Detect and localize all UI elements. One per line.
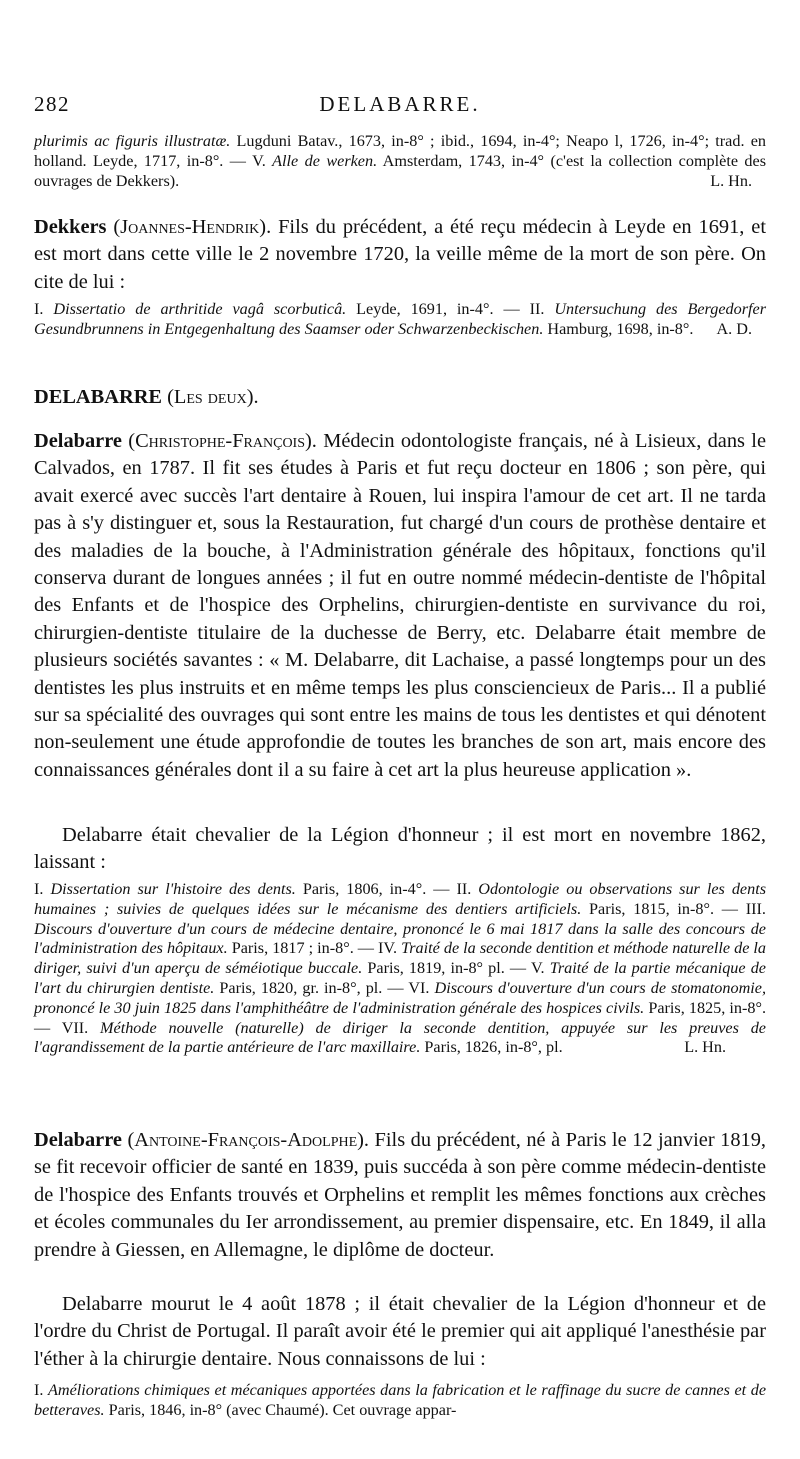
bib-title: Alle de werken. <box>272 151 378 170</box>
entry-antoine-francois-adolphe <box>34 1127 766 1264</box>
entry-forenames: (Christophe-François). <box>121 430 317 452</box>
entry-headword: Delabarre <box>34 430 122 452</box>
entry-text: Médecin odontologiste français, né à Lisieux, dans le Calvados, en 1787. Il fit ses études à Paris et fut reçu docteur en 1806 ; son père, qui avait exercé avec succès l'art dentaire à Rouen, lui inspira l'amour de cet art. Il ne tarda pas à s'y distinguer et, sous la Restauration, fut chargé d'un cours de prothèse dentaire et des maladies de la bouche, à l'Administration générale des hôpitaux, fonctions qu'il conserva durant de longues années ; il fut en outre nommé médecin-dentiste de l'hôpital des Enfants et de l'hospice des Orphelins, chirurgien-dentiste en survivance du roi, chirurgien-dentiste titulaire de la duchesse de Berry, etc. Delabarre était membre de plusieurs sociétés savantes : « M. Delabarre, dit Lachaise, a passé longtemps pour un des dentistes les plus instruits et en même temps les plus consciencieux de Paris... Il a publié sur sa spécialité des ouvrages qui sont entre les mains de tous les dentistes et qui dénotent non-seulement une étude approfondie de toutes les branches de son art, mais encore des connaissances générales dont il a su faire à cet art la plus heureuse application ». <box>34 430 767 781</box>
entry-forenames: (Les deux). <box>162 386 259 408</box>
page-number: 282 <box>34 92 70 116</box>
dekkers-works: I. Dissertatio de arthritide vagâ scorbuticâ. Leyde, 1691, in-4°. — II. Untersuchung des Bergedorfer Gesundbrunnens in Entgegenhaltung des Saamser oder Schwarzenbeckischen. Hamburg, 1698, in-8°. A. D. <box>34 300 766 338</box>
running-title: DELABARRE. <box>319 92 481 116</box>
work-title: Traité de la partie mécanique de l'art du chirurgien dentiste. <box>34 959 766 997</box>
christophe-francois-works: I. Dissertation sur l'histoire des dents. Paris, 1806, in-4°. — II. Odontologie ou observations sur les dents humaines ; suivies de quelques idées sur le mécanisme des dentiers artificiels. Paris, 1815, in-8°. — III. Discours d'ouverture d'un cours de médecine dentaire, prononcé le 6 mai 1817 dans la salle des concours de l'administration des hôpitaux. Paris, 1817 ; in-8°. — IV. Traité de la seconde dentition et méthode naturelle de la diriger, suivi d'un aperçu de séméiotique buccale. Paris, 1819, in-8° pl. — V. Traité de la partie mécanique de l'art du chirurgien dentiste. Paris, 1820, gr. in-8°, pl. — VI. Discours d'ouverture d'un cours de stomatonomie, prononcé le 30 juin 1825 dans l'amphithéâtre de l'administration générale des hospices civils. Paris, 1825, in-8°. — VII. Méthode nouvelle (naturelle) de diriger la seconde dentition, appuyée sur les preuves de l'agrandissement de la partie antérieure de l'arc maxillaire. Paris, 1826, in-8°, pl. L. Hn. <box>34 880 767 1057</box>
entry-dekkers <box>34 214 766 296</box>
work-title: Dissertation sur l'histoire des dents. <box>50 880 296 898</box>
entry-text: Fils du précédent, né à Paris le 12 janvier 1819, se fit recevoir officier de santé en 1839, puis succéda à son père comme médecin-dentiste de l'hospice des Enfants trouvés et Orphelins et remplit les mêmes fonctions aux crèches et écoles communales du Ier arrondissement, au premier dispensaire, etc. En 1849, il alla prendre à Giessen, en Allemagne, le diplôme de docteur. <box>34 1129 766 1261</box>
work-title: Traité de la seconde dentition et méthode naturelle de la diriger, suivi d'un aperçu de séméiotique buccale. <box>34 939 767 978</box>
author-signature: L. Hn. <box>710 171 752 190</box>
entry-christophe-francois <box>34 428 766 784</box>
author-signature: A. D. <box>716 319 752 338</box>
running-head <box>34 92 766 122</box>
work-title: Discours d'ouverture d'un cours de stomatonomie, prononcé le 30 juin 1825 dans l'amphithéâtre de l'administration générale des hospices civils. <box>34 978 766 1017</box>
entry-headword: Dekkers <box>34 216 107 238</box>
continued-bibliography: plurimis ac figuris illustratæ. Lugduni Batav., 1673, in-8° ; ibid., 1694, in-4°; Neapo l, 1726, in-4°; trad. en holland. Leyde, 1717, in-8°. — V. Alle de werken. Amsterdam, 1743, in-4° (c'est la collection complète des ouvrages de Dekkers). L. Hn. <box>34 132 767 190</box>
work-title: Méthode nouvelle (naturelle) de diriger la seconde dentition, appuyée sur les preuves de l'agrandissement de la partie antérieure de l'arc maxillaire. <box>34 1018 766 1057</box>
antoine-francois-adolphe-works: I. Améliorations chimiques et mécaniques apportées dans la fabrication et le raffinage du sucre de cannes et de betteraves. Paris, 1846, in-8° (avec Chaumé). Cet ouvrage appar- <box>34 1381 767 1419</box>
work-title: Discours d'ouverture d'un cours de médecine dentaire, prononcé le 6 mai 1817 dans la salle des concours de l'administration des hôpitaux. <box>34 919 766 958</box>
work-title: Odontologie ou observations sur les dents humaines ; suivies de quelques idées sur le mécanisme des dentiers artificiels. <box>34 880 766 918</box>
work-title: Améliorations chimiques et mécaniques apportées dans la fabrication et le raffinage du sucre de cannes et de betteraves. <box>34 1381 767 1419</box>
author-signature: L. Hn. <box>684 1038 726 1057</box>
entry-forenames: (Antoine-François-Adolphe). <box>121 1129 370 1151</box>
entry-delabarre-les-deux <box>34 384 766 411</box>
work-title: Dissertatio de arthritide vagâ scorbuticâ. <box>53 300 347 318</box>
entry-paragraph: Delabarre mourut le 4 août 1878 ; il était chevalier de la Légion d'honneur et de l'ordre du Christ de Portugal. Il paraît avoir été le premier qui ait appliqué l'anesthésie par l'éther à la chirurgie dentaire. Nous connaissons de lui : <box>34 1293 766 1370</box>
bib-title: plurimis ac figuris illustratæ. <box>34 132 231 150</box>
entry-text: Fils du précédent, a été reçu médecin à Leyde en 1691, et est mort dans cette ville le 2 novembre 1720, la veille même de la mort de son père. On cite de lui : <box>34 216 766 293</box>
work-title: Untersuchung des Bergedorfer Gesundbrunnens in Entgegenhaltung des Saamser oder Schwarzenbeckischen. <box>34 300 766 338</box>
entry-headword: Delabarre <box>34 1129 122 1151</box>
entry-headword: DELABARRE <box>34 386 163 408</box>
entry-paragraph: Delabarre était chevalier de la Légion d'honneur ; il est mort en novembre 1862, laissant : <box>34 824 766 874</box>
entry-forenames: (Joannes-Hendrik). <box>106 216 272 238</box>
dictionary-page <box>34 0 766 1459</box>
